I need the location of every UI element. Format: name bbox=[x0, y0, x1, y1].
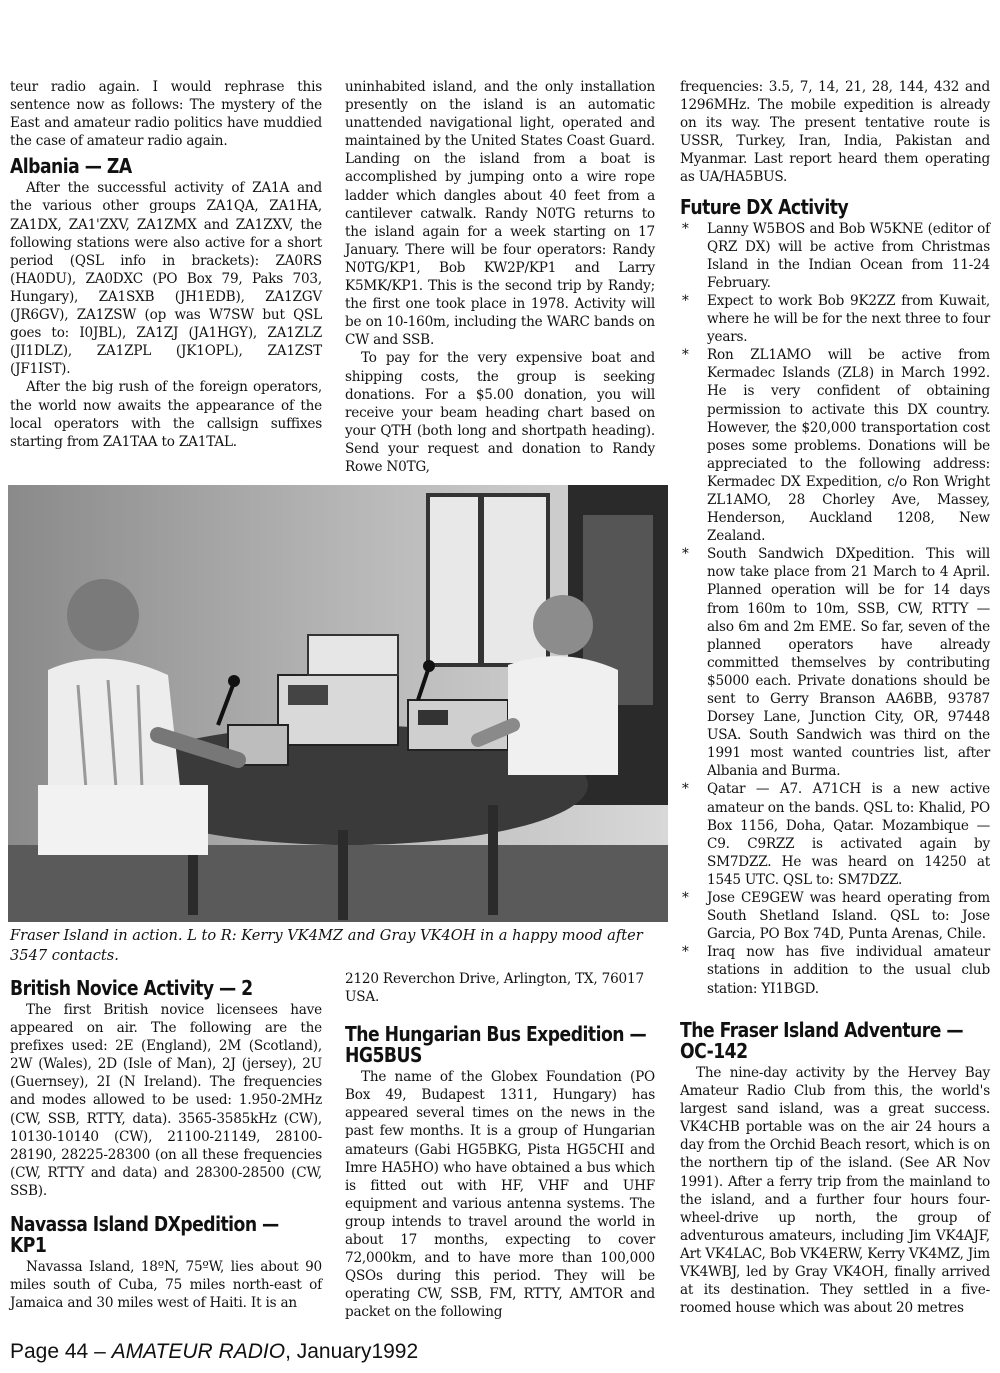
column-2-bottom bbox=[345, 970, 655, 1322]
column-1-top bbox=[10, 78, 322, 451]
photo-caption: Fraser Island in action. L to R: Kerry VK4MZ and Gray VK4OH in a happy mood after 3547 contacts. bbox=[10, 927, 643, 964]
column-1-bottom bbox=[10, 978, 322, 1312]
bus-heading-line-1: The Hungarian Bus Expedition — bbox=[345, 1022, 647, 1047]
albania-heading: Albania — ZA bbox=[10, 154, 132, 179]
list-item: * Ron ZL1AMO will be active from Kermadec Islands (ZL8) in March 1992. He is very confident of obtaining permission to activate this DX country. However, the $20,000 transportation cost poses some problems. Donations will be appreciated to the following address: Kermadec DX Expedition, c/o Ron Wright ZL1AMO, 28 Chorley Ave, Massey, Henderson, Auckland 1208, New Zealand. bbox=[680, 346, 990, 545]
british-novice-heading: British Novice Activity — 2 bbox=[10, 976, 253, 1000]
list-item: * Lanny W5BOS and Bob W5KNE (editor of QRZ DX) will be active from Christmas Island in the Indian Ocean from 11-24 February. bbox=[680, 220, 990, 292]
page-footer bbox=[10, 1340, 418, 1364]
footer-date: , January1992 bbox=[285, 1340, 419, 1363]
list-item: * Qatar — A7. A71CH is a new active amateur on the bands. QSL to: Khalid, PO Box 1156, Doha, Qatar. Mozambique — C9. C9RZZ is activated again by SM7DZZ. He was heard on 14250 at 1545 UTC. QSL to: SM7DZZ. bbox=[680, 780, 990, 889]
fraser-island-photo bbox=[8, 485, 668, 922]
navassa-heading bbox=[10, 1214, 278, 1256]
navassa-heading-line-2: KP1 bbox=[10, 1233, 47, 1258]
address-paragraph: 2120 Reverchon Drive, Arlington, TX, 76017 USA. bbox=[345, 971, 644, 1006]
fraser-island-heading bbox=[680, 1018, 964, 1063]
bus-continued-paragraph: frequencies: 3.5, 7, 14, 21, 28, 144, 432 and 1296MHz. The mobile expedition is already on its way. The present tentative route is USSR, Turkey, Iran, India, Pakistan and Myanmar. Last report heard them operating as UA/HA5BUS. bbox=[680, 79, 990, 186]
column-3-top bbox=[680, 78, 990, 998]
fraser-heading-line-1: The Fraser Island Adventure — bbox=[680, 1018, 964, 1042]
intro-paragraph: teur radio again. I would rephrase this sentence now as follows: The mystery of the East and amateur radio politics have muddied the case of amateur radio again. bbox=[10, 79, 322, 150]
british-novice-paragraph: The first British novice licensees have appeared on air. The following are the prefixes used: 2E (England), 2M (Scotland), 2W (Wales), 2D (Isle of Man), 2J (jersey), 2U (Guernsey), 2I (N Ireland). The frequencies and modes allowed to be used: 1.950-2MHz (CW, SSB, RTTY, data). 3565-3585kHz (CW), 10130-10140 (CW), 21100-21149, 28100-28190, 28225-28300 (on all these frequencies (CW, RTTY and data) and 28300-28500 (CW, SSB). bbox=[10, 1002, 322, 1199]
navassa-continued-paragraph: uninhabited island, and the only installation presently on the island is an automatic unattended navigational light, operated and maintained by the United States Coast Guard. Landing on the island from a boat is accomplished by jumping onto a wire rope ladder which dangles about 40 feet from a cantilever catwalk. Randy N0TG returns to the island again for a week starting on 17 January. There will be four operators: Randy N0TG/KP1, Bob KW2P/KP1 and Larry K5MK/KP1. This is the second trip by Randy; the first one took place in 1978. Activity will be on 10-160m, including the WARC bands on CW and SSB. bbox=[345, 79, 655, 349]
future-dx-heading: Future DX Activity bbox=[680, 194, 849, 219]
navassa-donation-paragraph: To pay for the very expensive boat and shipping costs, the group is seeking donations. For a $5.00 donation, you will receive your beam heading chart based on your QTH (both long and shortpath heading). Send your request and donation to Randy Rowe N0TG, bbox=[345, 350, 655, 475]
navassa-heading-line-1: Navassa Island DXpedition — bbox=[10, 1212, 279, 1237]
albania-paragraph-2: After the big rush of the foreign operators, the world now awaits the appearance of the local operators with the callsign suffixes starting from ZA1TAA to ZA1TAL. bbox=[10, 379, 322, 450]
navassa-paragraph: Navassa Island, 18ºN, 75ºW, lies about 90 miles south of Cuba, 75 miles north-east of Jamaica and 30 miles west of Haiti. It is an bbox=[10, 1259, 322, 1312]
list-item: * Jose CE9GEW was heard operating from South Shetland Island. QSL to: Jose Garcia, PO Box 74D, Punta Arenas, Chile. bbox=[680, 889, 990, 943]
list-item: * South Sandwich DXpedition. This will now take place from 21 March to 4 April. Planned operation will be for 14 days from 160m to 10m, SSB, CW, RTTY — also 6m and 2m EME. So far, seven of the planned operators have already committed themselves by contributing $5000 each. Private donations should be sent to Gerry Branson AA6BB, 93787 Dorsey Lane, Junction City, OR, 97448 USA. South Sandwich was third on the 1991 most wanted countries list, after Albania and Burma. bbox=[680, 545, 990, 780]
footer-magazine-name: AMATEUR RADIO bbox=[111, 1340, 286, 1363]
fraser-heading-line-2: OC-142 bbox=[680, 1039, 748, 1063]
column-2-top bbox=[345, 78, 655, 476]
fraser-island-paragraph: The nine-day activity by the Hervey Bay Amateur Radio Club from this, the world's largest sand island, was a great success. VK4CHB portable was on the air 24 hours a day from the Orchid Beach resort, which is on the northern tip of the island. (See AR Nov 1991). After a ferry trip from the mainland to the island, and a further four hours four-wheel-drive up north, the group of adventurous amateurs, including Jim VK4AJF, Art VK4LAC, Bob VK4ERW, Kerry VK4MZ, Jim VK4WBJ, led by Gray VK4OH, finally arrived at its destination. They settled in a five-roomed house which was about 20 metres bbox=[680, 1065, 990, 1317]
albania-paragraph-1: After the successful activity of ZA1A and the various other groups ZA1QA, ZA1HA, ZA1DX, ZA1'ZXV, ZA1ZMX and ZA1ZXV, the following stations were also active for a short period (QSL info in brackets): ZA0RS (HA0DU), ZA0DXC (PO Box 79, Paks 703, Hungary), ZA1SXB (JH1EDB), ZA1ZGV (JR6GV), ZA1ZSW (op was W7SW but QSL goes to: I0JBL), ZA1ZJ (JA1HGY), ZA1ZLZ (JI1DLZ), ZA1ZPL (JK1OPL), ZA1ZST (JF1IST). bbox=[10, 180, 322, 378]
list-item: * Expect to work Bob 9K2ZZ from Kuwait, where he will be for the next three to four years. bbox=[680, 292, 990, 346]
future-dx-list bbox=[680, 220, 990, 998]
photo-illustration bbox=[8, 485, 668, 922]
bus-heading-line-2: HG5BUS bbox=[345, 1043, 422, 1068]
column-3-bottom bbox=[680, 1020, 990, 1317]
list-item: * Iraq now has five individual amateur stations in addition to the usual club station: YI1BGD. bbox=[680, 943, 990, 997]
hungarian-bus-heading bbox=[345, 1022, 647, 1068]
footer-page-number: Page 44 – bbox=[10, 1340, 112, 1363]
hungarian-bus-paragraph: The name of the Globex Foundation (PO Box 49, Budapest 1311, Hungary) has appeared several times on the news in the past few months. It is a group of Hungarian amateurs (Gabi HG5BKG, Pista HG5CHI and Imre HA5HO) who have obtained a bus which is fitted out with HF, VHF and UHF equipment and various antenna systems. The group intends to travel around the world in about 17 months, expecting to cover 72,000km, and to have more than 100,000 QSOs during this period. They will be operating CW, SSB, FM, RTTY, AMTOR and packet on the following bbox=[345, 1069, 655, 1321]
